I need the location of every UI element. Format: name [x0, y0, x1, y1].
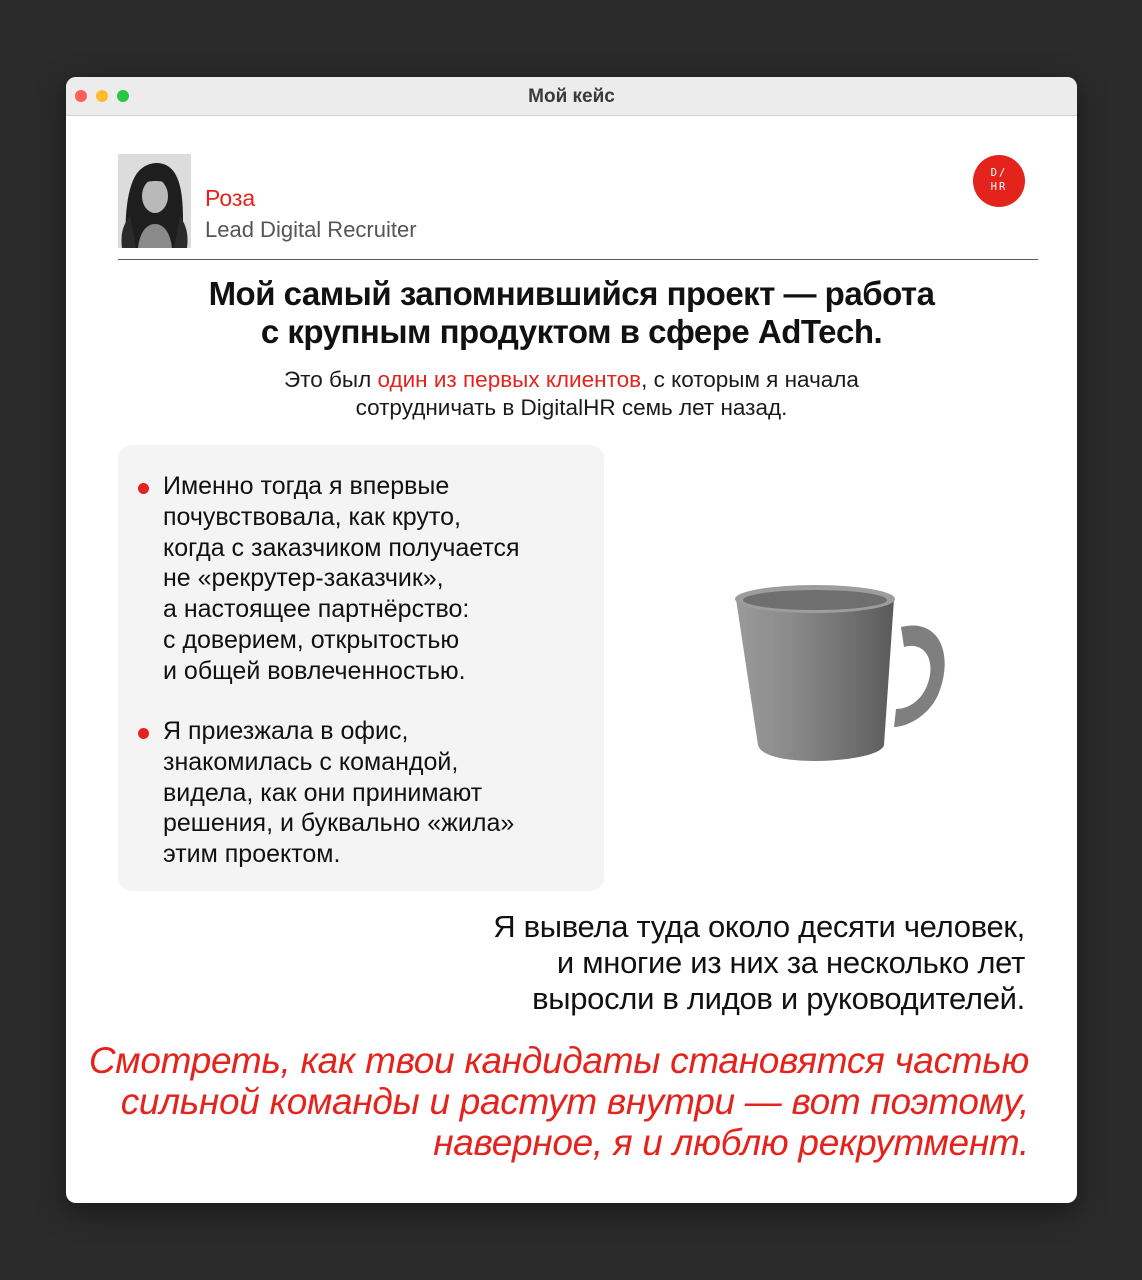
headline-line-1: Мой самый запомнившийся проект — работа	[208, 275, 935, 312]
subline-after: , с которым я начала	[641, 367, 859, 392]
app-window	[66, 77, 1077, 1203]
headline-line-2: с крупным продуктом в сфере AdTech.	[260, 313, 883, 350]
subline	[126, 366, 1017, 422]
bullet-marker	[138, 728, 149, 739]
subline-before: Это был	[284, 367, 378, 392]
headline	[126, 275, 1017, 351]
digitalhr-logo	[973, 155, 1025, 207]
avatar	[118, 154, 191, 248]
bullet-card	[118, 445, 604, 891]
bullet-item-2: Я приезжала в офис, знакомилась с командой, видела, как они принимают решения, и буквально «жила» этим проектом.	[163, 717, 515, 869]
profile-name: Роза	[205, 185, 256, 211]
mug-icon	[726, 577, 956, 767]
person-photo-icon	[118, 154, 191, 248]
divider	[118, 259, 1038, 260]
mug-illustration	[726, 577, 956, 767]
closing-quote: Смотреть, как твои кандидаты становятся частью сильной команды и растут внутри — вот поэтому, наверное, я и люблю рекрутмент.	[88, 1040, 1029, 1163]
subline-line-2: сотрудничать в DigitalHR семь лет назад.	[355, 395, 788, 420]
title-bar	[66, 77, 1077, 116]
subline-highlight: один из первых клиентов	[377, 367, 642, 392]
subline-line-1	[126, 366, 1017, 394]
profile-role: Lead Digital Recruiter	[205, 217, 417, 242]
bullet-item-1: Именно тогда я впервые почувствовала, как круто, когда с заказчиком получается не «рекрутер-заказчик», а настоящее партнёрство: с доверием, открытостью и общей вовлеченностью.	[163, 472, 520, 685]
bullet-marker	[138, 483, 149, 494]
window-title: Мой кейс	[528, 86, 615, 107]
logo-text: D/ HR	[990, 167, 1008, 193]
result-paragraph: Я вывела туда около десяти человек, и многие из них за несколько лет выросли в лидов и руководителей.	[493, 909, 1025, 1016]
